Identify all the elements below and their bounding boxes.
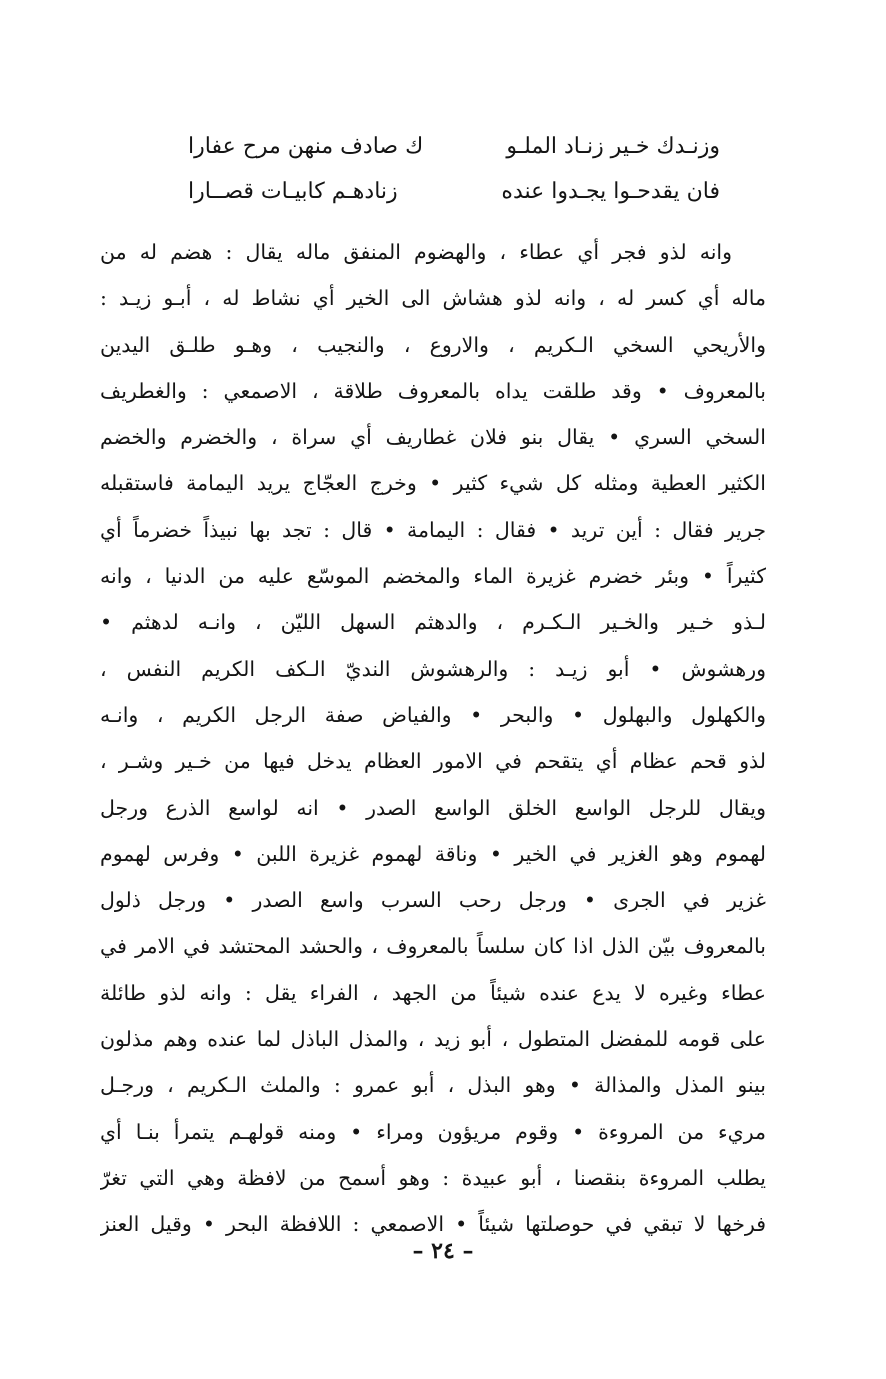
poem-verse-2 [150, 172, 720, 212]
verse-2-first-hemistich: فان يقدحـوا يجـدوا عنده [501, 179, 720, 204]
body-line-21: يطلب المروءة بنقصنا ، أبو عبيدة : وهو أسمح من لافظة وهي التي تغرّ [100, 1165, 766, 1190]
body-line-17: عطاء وغيره لا يدع عنده شيئاً من الجهد ، الفراء يقل : وانه لذو طائلة [100, 980, 766, 1005]
verse-1-second-hemistich: ك صادف منهن مرح عفارا [188, 134, 424, 159]
verse-1-first-hemistich: وزنـدك خـير زنـاد الملـو [506, 134, 720, 159]
body-line-15: غزير في الجرى • ورجل رحب السرب واسع الصدر • ورجل ذلول [100, 888, 766, 913]
body-line-14: لهموم وهو الغزير في الخير • وناقة لهموم غزيرة اللبن • وفرس لهموم [100, 841, 766, 866]
body-line-8: كثيراً • وبئر خضرم غزيرة الماء والمخضم الموسّع عليه من الدنيا ، وانه [100, 564, 766, 589]
page-number: – ٢٤ – [412, 1238, 474, 1264]
body-line-13: ويقال للرجل الواسع الخلق الواسع الصدر • انه لواسع الذرع ورجل [100, 795, 766, 820]
body-paragraph [100, 229, 766, 1248]
body-line-6: الكثير العطية ومثله كل شيء كثير • وخرج العجّاج يريد اليمامة فاستقبله [100, 471, 766, 496]
body-line-3: والأريحي السخي الـكريم ، والاروع ، والنجيب ، وهـو طلـق اليدين [100, 332, 766, 357]
body-line-18: على قومه للمفضل المتطول ، أبو زيد ، والمذل الباذل لما عنده وهم مذلون [100, 1027, 766, 1052]
body-line-5: السخي السري • يقال بنو فلان غطاريف أي سراة ، والخضرم والخضم [100, 425, 766, 450]
body-line-10: ورهشوش • أبو زيـد : والرهشوش النديّ الـكف الكريم النفس ، [100, 656, 766, 681]
body-line-9: لـذو خـير والخـير الـكـرم ، والدهثم السهل الليّن ، وانـه لدهثم • [100, 610, 766, 635]
body-line-1: وانه لذو فجر أي عطاء ، والهضوم المنفق ماله يقال : هضم له من [100, 240, 732, 264]
body-line-22: فرخها لا تبقي في حوصلتها شيئاً • الاصمعي : اللافظة البحر • وقيل العنز [100, 1212, 766, 1237]
body-line-20: مريء من المروءة • وقوم مريؤون ومراء • ومنه قولهـم يتمرأ بنـا أي [100, 1119, 766, 1144]
body-line-7: جرير فقال : أين تريد • فقال : اليمامة • قال : تجد بها نبيذاً خضرماً أي [100, 517, 766, 542]
body-line-4: بالمعروف • وقد طلقت يداه بالمعروف طلاقة ، الاصمعي : والغطريف [100, 378, 766, 403]
body-line-12: لذو قحم عظام أي يتقحم في الامور العظام يدخل فيها من خـير وشـر ، [100, 749, 766, 774]
body-line-11: والكهلول والبهلول • والبحر • والفياض صفة الرجل الكريم ، وانـه [100, 702, 766, 727]
body-line-2: ماله أي كسر له ، وانه لذو هشاش الى الخير أي نشاط له ، أبـو زيـد : [100, 286, 766, 311]
body-line-19: بينو المذل والمذالة • وهو البذل ، أبو عمرو : والملث الـكريم ، ورجـل [100, 1073, 766, 1098]
poem-verse-1 [150, 127, 720, 167]
body-line-16: بالمعروف بيّن الذل اذا كان سلساً بالمعروف ، والحشد المحتشد في الامر في [100, 934, 766, 959]
verse-2-second-hemistich: زنادهـم كابيـات قصــارا [188, 179, 398, 204]
